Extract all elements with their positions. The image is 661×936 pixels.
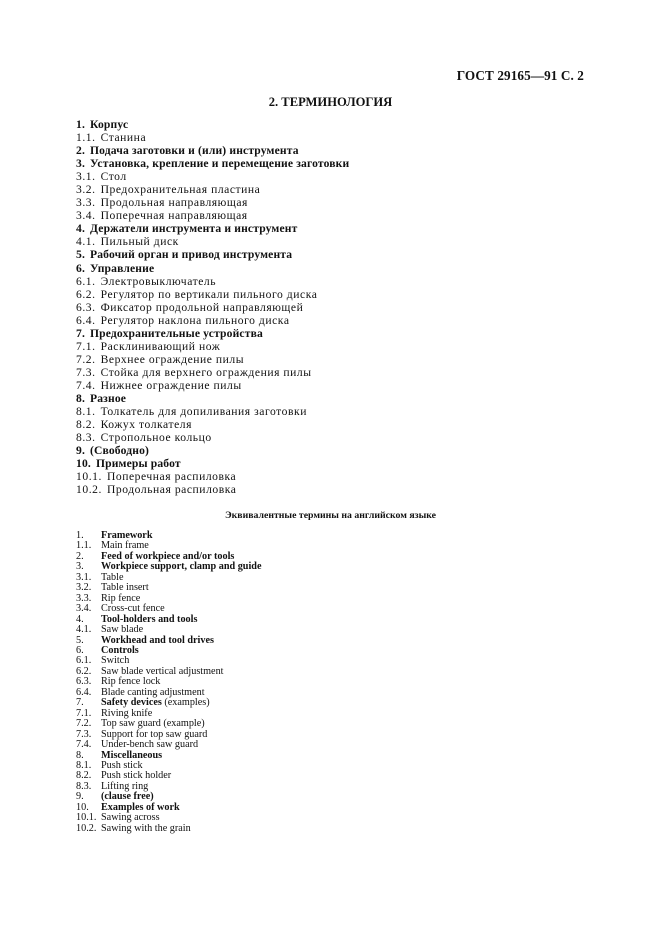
term-number: 9. (76, 791, 84, 803)
term-label: Examples of work (101, 801, 180, 813)
term-label: Sawing across (101, 812, 160, 824)
term-number: 4. (76, 613, 84, 625)
term-item (76, 353, 349, 366)
term-number: 7.1. (76, 339, 96, 353)
term-number: 10. (76, 457, 91, 471)
term-number: 4. (76, 222, 85, 236)
term-item (76, 275, 349, 288)
term-heading (76, 144, 349, 157)
term-number: 7.3. (76, 365, 96, 379)
term-label: Safety devices (101, 697, 162, 709)
term-number: 1. (76, 530, 84, 541)
term-number: 7.4. (76, 739, 92, 751)
term-number: 3.3. (76, 196, 96, 210)
term-label: Saw blade (101, 624, 144, 636)
term-heading (76, 118, 349, 131)
term-number: 7. (76, 326, 85, 340)
term-number: 7.2. (76, 352, 96, 366)
term-label: Подача заготовки и (или) инструмента (90, 144, 299, 158)
term-item (76, 131, 349, 144)
term-label: Saw blade vertical adjustment (101, 665, 224, 677)
term-item (76, 483, 349, 496)
term-label: Поперечная распиловка (106, 470, 237, 484)
term-label: Станина (100, 131, 147, 145)
term-number: 9. (76, 444, 85, 458)
term-heading (76, 157, 349, 170)
term-label: Feed of workpiece and/or tools (101, 550, 235, 562)
term-label: Кожух толкателя (100, 418, 192, 432)
term-label: Продольная распиловка (106, 483, 237, 497)
term-item (76, 170, 349, 183)
term-number: 10.1. (76, 470, 102, 484)
term-label: Blade canting adjustment (101, 686, 205, 698)
term-label: (Свободно) (90, 444, 150, 458)
term-item (76, 379, 349, 392)
term-label: Фиксатор продольной направляющей (100, 300, 304, 314)
term-number: 3.4. (76, 209, 96, 223)
term-label: Support for top saw guard (101, 728, 208, 740)
term-number: 3.2. (76, 582, 92, 594)
term-label: Держатели инструмента и инструмент (90, 222, 298, 236)
term-note: (examples) (164, 697, 210, 709)
term-number: 1. (76, 118, 85, 131)
term-number: 3.4. (76, 603, 92, 615)
term-label: Table insert (101, 582, 149, 594)
english-terms-list (76, 531, 261, 834)
term-label: Under-bench saw guard (101, 739, 199, 751)
term-number: 1.1. (76, 540, 92, 552)
term-number: 10.2. (76, 822, 97, 834)
term-number: 6.4. (76, 686, 92, 698)
term-label: Стропольное кольцо (100, 431, 212, 445)
term-item (76, 314, 349, 327)
term-label: Workpiece support, clamp and guide (101, 561, 262, 573)
term-item (76, 183, 349, 196)
term-number: 8.3. (76, 780, 92, 792)
term-number: 3.1. (76, 571, 92, 583)
term-label: Примеры работ (95, 457, 181, 471)
term-label: Электровыключатель (100, 274, 217, 288)
term-number: 7.2. (76, 718, 92, 730)
term-number: 10.1. (76, 812, 97, 824)
term-number: 6. (76, 644, 84, 656)
term-label: Управление (90, 261, 155, 275)
term-label: Switch (101, 655, 130, 667)
term-item (76, 470, 349, 483)
term-item (76, 824, 261, 834)
term-number: 6.1. (76, 655, 92, 667)
term-number: 5. (76, 248, 85, 262)
term-label: Rip fence lock (101, 676, 161, 688)
section-title: 2. ТЕРМИНОЛОГИЯ (268, 95, 393, 109)
term-number: 10.2. (76, 483, 102, 497)
term-label: Top saw guard (example) (101, 718, 205, 730)
term-number: 4.1. (76, 235, 96, 249)
term-number: 3.3. (76, 592, 92, 604)
term-label: Controls (101, 644, 139, 656)
term-label: Lifting ring (101, 780, 149, 792)
term-label: Пильный диск (100, 235, 179, 249)
term-number: 6.4. (76, 313, 96, 327)
term-label: Установка, крепление и перемещение заготовки (90, 157, 350, 171)
term-label: Framework (101, 530, 153, 541)
term-heading (76, 248, 349, 261)
term-heading (76, 457, 349, 470)
term-heading (76, 327, 349, 340)
term-label: (clause free) (101, 791, 154, 803)
term-number: 3.2. (76, 183, 96, 197)
term-label: Толкатель для допиливания заготовки (100, 405, 307, 419)
term-item (76, 418, 349, 431)
term-item (76, 366, 349, 379)
term-item (76, 196, 349, 209)
term-item (76, 288, 349, 301)
term-label: Рабочий орган и привод инструмента (90, 248, 293, 262)
term-heading (76, 392, 349, 405)
term-number: 7.4. (76, 378, 96, 392)
term-heading (76, 444, 349, 457)
term-number: 8.2. (76, 418, 96, 432)
document-header: ГОСТ 29165—91 С. 2 (456, 68, 584, 83)
term-number: 8.2. (76, 770, 92, 782)
term-label: Workhead and tool drives (101, 634, 214, 646)
term-label: Table (101, 571, 124, 583)
term-label: Корпус (90, 118, 129, 131)
term-number: 6.1. (76, 274, 96, 288)
term-number: 1.1. (76, 131, 96, 145)
term-label: Разное (90, 391, 127, 405)
term-label: Предохранительные устройства (90, 326, 263, 340)
term-number: 7. (76, 697, 84, 709)
term-item (76, 431, 349, 444)
term-label: Продольная направляющая (100, 196, 248, 210)
term-number: 8.1. (76, 759, 92, 771)
english-terms-title: Эквивалентные термины на английском языке (224, 510, 437, 521)
term-number: 2. (76, 550, 84, 562)
term-label: Rip fence (101, 592, 141, 604)
term-label: Cross-cut fence (101, 603, 165, 615)
term-label: Предохранительная пластина (100, 183, 261, 197)
term-number: 6.2. (76, 665, 92, 677)
term-number: 8.1. (76, 405, 96, 419)
term-label: Расклинивающий нож (100, 339, 221, 353)
term-item (76, 235, 349, 248)
term-number: 6. (76, 261, 85, 275)
term-label: Push stick (101, 759, 143, 771)
term-number: 6.3. (76, 300, 96, 314)
term-number: 10. (76, 801, 89, 813)
term-number: 8. (76, 749, 84, 761)
term-item (76, 209, 349, 222)
term-number: 8. (76, 391, 85, 405)
term-number: 7.3. (76, 728, 92, 740)
term-label: Регулятор по вертикали пильного диска (100, 287, 318, 301)
term-label: Sawing with the grain (101, 822, 191, 834)
term-number: 8.3. (76, 431, 96, 445)
term-item (76, 405, 349, 418)
russian-terms-list (76, 118, 349, 496)
term-label: Miscellaneous (101, 749, 163, 761)
term-number: 5. (76, 634, 84, 646)
term-label: Поперечная направляющая (100, 209, 248, 223)
term-label: Tool-holders and tools (101, 613, 198, 625)
term-item (76, 301, 349, 314)
term-heading (76, 222, 349, 235)
term-number: 3.1. (76, 170, 96, 184)
term-label: Стойка для верхнего ограждения пилы (100, 365, 312, 379)
term-label: Регулятор наклона пильного диска (100, 313, 290, 327)
term-number: 4.1. (76, 624, 92, 636)
term-label: Main frame (101, 540, 149, 552)
term-number: 6.3. (76, 676, 92, 688)
term-number: 7.1. (76, 707, 92, 719)
term-label: Верхнее ограждение пилы (100, 352, 245, 366)
term-heading (76, 262, 349, 275)
term-label: Стол (100, 170, 127, 184)
term-item (76, 340, 349, 353)
term-label: Riving knife (101, 707, 153, 719)
term-number: 2. (76, 144, 85, 158)
term-label: Нижнее ограждение пилы (100, 378, 242, 392)
term-label: Push stick holder (101, 770, 172, 782)
term-number: 6.2. (76, 287, 96, 301)
term-number: 3. (76, 561, 84, 573)
term-number: 3. (76, 157, 85, 171)
